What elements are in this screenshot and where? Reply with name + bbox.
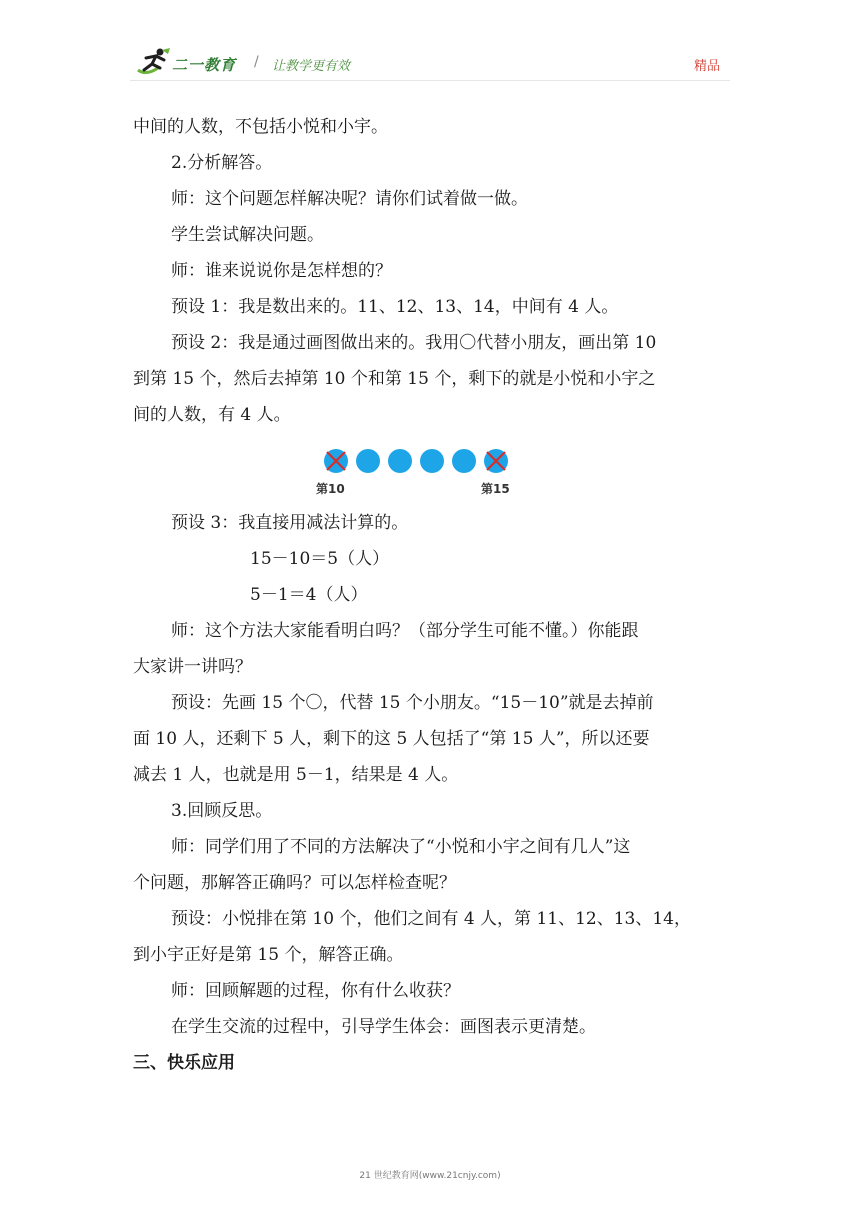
circles-row [316, 446, 526, 480]
body-line: 预设：小悦排在第 10 个，他们之间有 4 人，第 11、12、13、14， [171, 909, 691, 929]
body-line: 学生尝试解决问题。 [171, 225, 324, 245]
body-line: 减去 1 人，也就是用 5－1，结果是 4 人。 [133, 765, 459, 785]
body-line: 师：这个问题怎样解决呢？请你们试着做一做。 [171, 189, 528, 209]
body-line: 个问题，那解答正确吗？可以怎样检查呢？ [133, 873, 456, 893]
body-line: 面 10 人，还剩下 5 人，剩下的这 5 人包括了“第 15 人”，所以还要 [133, 729, 650, 749]
logo [136, 46, 254, 78]
body-line: 师：这个方法大家能看明白吗？（部分学生可能不懂。）你能跟 [171, 621, 639, 641]
circle [420, 449, 444, 473]
circle [452, 449, 476, 473]
header-slogan: 让教学更有效 [272, 59, 351, 74]
circle [388, 449, 412, 473]
body-line: 师：谁来说说你是怎样想的？ [171, 261, 392, 281]
label-tenth: 第10 [316, 482, 345, 496]
header-separator: / [254, 54, 259, 70]
step-heading: 2.分析解答。 [171, 153, 273, 173]
body-line: 在学生交流的过程中，引导学生体会：画图表示更清楚。 [171, 1017, 596, 1037]
section-heading: 三、快乐应用 [133, 1053, 235, 1073]
body-line: 预设 2：我是通过画图做出来的。我用〇代替小朋友，画出第 10 [171, 333, 657, 353]
body-line: 预设 1：我是数出来的。11、12、13、14，中间有 4 人。 [171, 297, 619, 317]
quality-badge: 精品 [694, 59, 721, 74]
label-fifteenth: 第15 [481, 482, 510, 496]
body-line: 到小宇正好是第 15 个，解答正确。 [133, 945, 404, 965]
page-header [0, 0, 860, 90]
runner-logo-icon [136, 46, 172, 78]
equation-line: 15－10＝5（人） [250, 549, 390, 569]
circle [356, 449, 380, 473]
page-footer: 21 世纪教育网(www.21cnjy.com) [359, 1171, 501, 1181]
body-line: 预设 3：我直接用减法计算的。 [171, 513, 409, 533]
body-line: 间的人数，有 4 人。 [133, 405, 291, 425]
body-line: 师：同学们用了不同的方法解决了“小悦和小宇之间有几人”这 [171, 837, 631, 857]
header-divider [130, 80, 730, 81]
body-line: 大家讲一讲吗？ [133, 657, 252, 677]
circle-diagram [316, 446, 526, 498]
body-line: 师：回顾解题的过程，你有什么收获？ [171, 981, 460, 1001]
body-line: 到第 15 个，然后去掉第 10 个和第 15 个，剩下的就是小悦和小宇之 [133, 369, 656, 389]
body-line: 中间的人数，不包括小悦和小宇。 [133, 117, 388, 137]
body-line: 预设：先画 15 个〇，代替 15 个小朋友。“15－10”就是去掉前 [171, 693, 654, 713]
logo-text: 二一教育 [172, 56, 237, 74]
step-heading: 3.回顾反思。 [171, 801, 273, 821]
equation-line: 5－1＝4（人） [250, 585, 368, 605]
